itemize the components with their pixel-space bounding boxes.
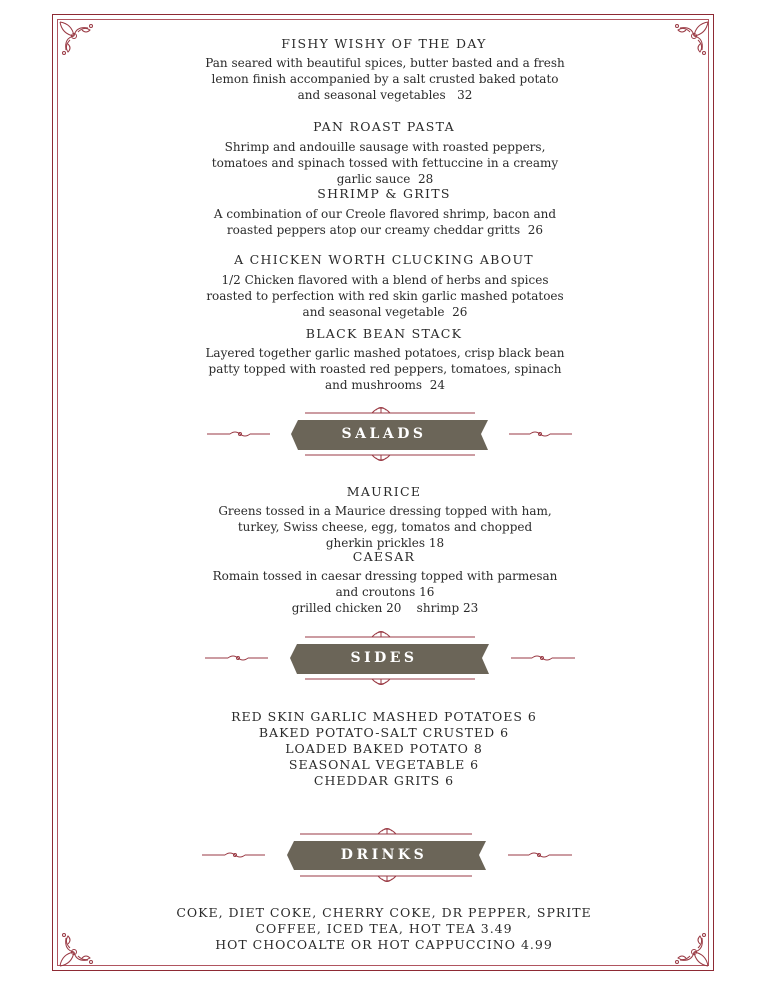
entree-title: FISHY WISHY OF THE DAY bbox=[281, 36, 487, 51]
side-item: LOADED BAKED POTATO 8 bbox=[285, 741, 483, 756]
entree-description: 1/2 Chicken flavored with a blend of herbs and spices roasted to perfection with red skin garlic mashed potatoes and seasonal vegetable 26 bbox=[206, 273, 564, 320]
entree-price: 26 bbox=[452, 305, 468, 320]
entree-description: Pan seared with beautiful spices, butter basted and a fresh lemon finish accompanied by a salt crusted baked potato and seasonal vegetables 32 bbox=[205, 56, 565, 103]
entree-price: 28 bbox=[418, 172, 434, 187]
drink-item: COFFEE, ICED TEA, HOT TEA 3.49 bbox=[255, 921, 513, 936]
entree-price: 32 bbox=[457, 88, 473, 103]
entree-price: 26 bbox=[527, 223, 544, 238]
entree-price: 24 bbox=[429, 378, 446, 393]
entree-description: A combination of our Creole flavored shrimp, bacon and roasted peppers atop our creamy cheddar gritts 26 bbox=[213, 207, 557, 238]
salad-addons: grilled chicken 20 shrimp 23 bbox=[291, 601, 479, 616]
entree-description: Shrimp and andouille sausage with roasted peppers, tomatoes and spinach tossed with fettuccine in a creamy garlic sauce 28 bbox=[211, 140, 559, 187]
side-item: SEASONAL VEGETABLE 6 bbox=[288, 757, 480, 772]
section-heading: SALADS bbox=[341, 426, 427, 442]
entree-title: PAN ROAST PASTA bbox=[313, 119, 455, 134]
section-banner-drinks bbox=[0, 822, 768, 886]
side-item: BAKED POTATO-SALT CRUSTED 6 bbox=[258, 725, 510, 740]
salad-title: MAURICE bbox=[346, 484, 422, 499]
salad-description: Romain tossed in caesar dressing topped with parmesan and croutons 16 grilled chicken 20 shrimp 23 bbox=[212, 569, 558, 616]
salad-price: 18 bbox=[428, 536, 445, 551]
drink-item: HOT CHOCOALTE OR HOT CAPPUCCINO 4.99 bbox=[215, 937, 553, 952]
section-heading: SIDES bbox=[350, 650, 418, 666]
section-banner-sides bbox=[0, 626, 768, 690]
entree-title: A CHICKEN WORTH CLUCKING ABOUT bbox=[234, 252, 534, 267]
side-item: RED SKIN GARLIC MASHED POTATOES 6 bbox=[231, 709, 537, 724]
section-banner-salads bbox=[0, 402, 768, 466]
entree-title: BLACK BEAN STACK bbox=[305, 326, 463, 341]
section-heading: DRINKS bbox=[340, 847, 428, 863]
side-item: CHEDDAR GRITS 6 bbox=[313, 773, 455, 788]
entree-description: Layered together garlic mashed potatoes, crisp black bean patty topped with roasted red peppers, tomatoes, spinach and mushrooms 24 bbox=[205, 346, 565, 393]
drink-item: COKE, DIET COKE, CHERRY COKE, DR PEPPER, SPRITE bbox=[176, 905, 592, 920]
salad-title: CAESAR bbox=[352, 549, 416, 564]
salad-description: Greens tossed in a Maurice dressing topped with ham, turkey, Swiss cheese, egg, tomatos and chopped gherkin prickles 18 bbox=[218, 504, 552, 551]
entree-title: SHRIMP & GRITS bbox=[317, 186, 451, 201]
salad-price: 16 bbox=[419, 585, 435, 600]
